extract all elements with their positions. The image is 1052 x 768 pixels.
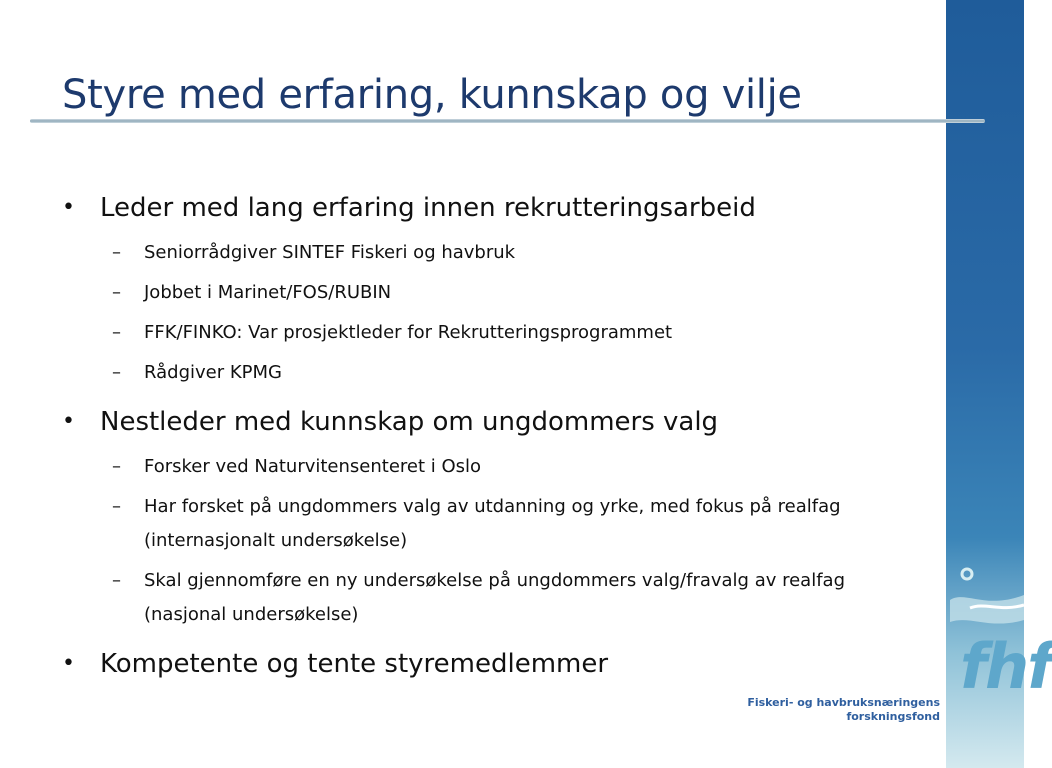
dash-icon: – xyxy=(112,362,121,383)
fhf-logo: fhf xyxy=(960,630,1052,703)
list-item: – Forsker ved Naturvitensenteret i Oslo xyxy=(62,450,922,484)
slide-title: Styre med erfaring, kunnskap og vilje xyxy=(62,72,802,118)
organization-name-line1: Fiskeri- og havbruksnæringens xyxy=(747,696,940,709)
sub-list xyxy=(62,236,922,390)
bullet-dot-icon: • xyxy=(62,651,75,676)
list-item: – Seniorrådgiver SINTEF Fiskeri og havbruk xyxy=(62,236,922,270)
dash-icon: – xyxy=(112,570,121,591)
bullet-dot-icon: • xyxy=(62,409,75,434)
bullet-heading xyxy=(62,404,922,440)
bullet-dot-icon: • xyxy=(62,195,75,220)
section-3 xyxy=(62,646,922,682)
organization-name xyxy=(747,696,940,724)
dash-icon: – xyxy=(112,242,121,263)
list-item: – Skal gjennomføre en ny undersøkelse på ungdommers valg/fravalg av realfag (nasjonal undersøkelse) xyxy=(62,564,922,632)
list-item: – Jobbet i Marinet/FOS/RUBIN xyxy=(62,276,922,310)
list-item: – FFK/FINKO: Var prosjektleder for Rekrutteringsprogrammet xyxy=(62,316,922,350)
list-item: – Har forsket på ungdommers valg av utdanning og yrke, med fokus på realfag (internasjonalt undersøkelse) xyxy=(62,490,922,558)
sub-list xyxy=(62,450,922,632)
dash-icon: – xyxy=(112,282,121,303)
section-2 xyxy=(62,404,922,632)
bullet-heading-text: Leder med lang erfaring innen rekrutteringsarbeid xyxy=(100,193,756,223)
dash-icon: – xyxy=(112,322,121,343)
bullet-heading-text: Nestleder med kunnskap om ungdommers valg xyxy=(100,407,719,437)
list-item: – Rådgiver KPMG xyxy=(62,356,922,390)
bullet-heading xyxy=(62,646,922,682)
bullet-heading xyxy=(62,190,922,226)
bullet-heading-text: Kompetente og tente styremedlemmer xyxy=(100,649,609,679)
bullet-content xyxy=(62,190,922,682)
organization-name-line2: forskningsfond xyxy=(846,710,940,723)
section-1 xyxy=(62,190,922,390)
title-underline xyxy=(30,119,985,123)
dash-icon: – xyxy=(112,456,121,477)
dash-icon: – xyxy=(112,496,121,517)
